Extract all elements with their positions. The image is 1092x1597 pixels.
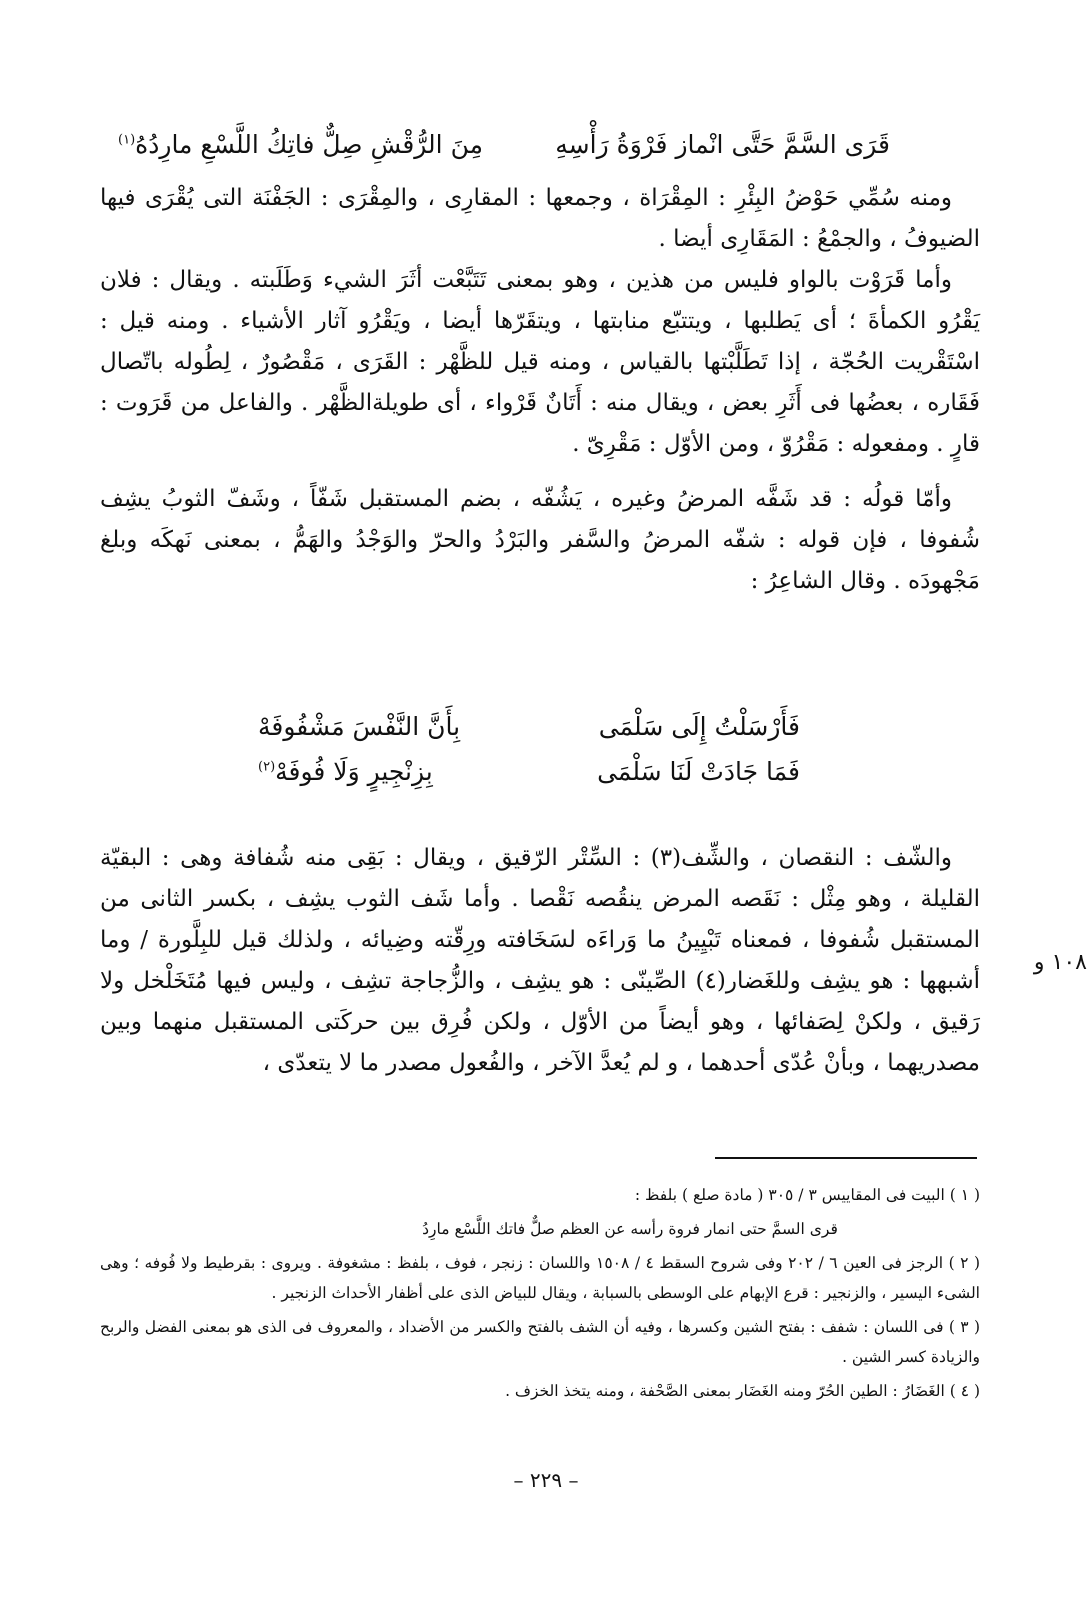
paragraph-shaff: والشّف : النقصان ، والشِّف(٣) : السِّتْر الرّقيق ، ويقال : بَقِى منه شُفافة وهى : البقيّة القليلة ، وهو مِثْل : نَقَصه المرض ينقُصه نَقْصا . وأما شَف الثوب يشِف ، بكسر الثانى من المستقبل شُفوفا ، فمعناه تَبْيِينُ ما وَراءَه لسَخَافته ورِقّته وضِيائه ، ولذلك قيل للبِلَّورة / وما أشبهها : هو يشِف وللغَضار(٤) الصِّينّى : هو يشِف ، والزُّجاجة تشِف ، وليس فيها مُتَخَلْخل ولا رَقيق ، ولكنْ لِصَفائها ، وهو أيضاً من الأوّل ، ولكن فُرِق بين حركَتى المستقبل منهما وبين مصدريهما ، وبأنْ عُدّى أحدهما ، و لم يُعدَّ الآخر ، والفُعول مصدر ما لا يتعدّى ، [100, 845, 981, 1076]
paragraph-miqrat: ومنه سُمِّي حَوْضُ البِئْرِ : المِقْرَاة ، وجمعها : المقارِى ، والمِقْرَى : الجَفْنَة التى يُقْرَى فيها الضيوفُ ، والجمْعُ : المَقَارِى أيضا . [100, 185, 980, 252]
footnote-marker-1: (١) [118, 132, 136, 148]
couplet-line-2-second-text: بِزِنْجِيرٍ وَلَا فُوفَهْ [275, 757, 433, 786]
poem-couplet [240, 712, 800, 802]
verse-hemistich-1: قَرَى السَّمَّ حَتَّى انْماز فَرْوَةُ رَأْسِهِ [555, 130, 890, 159]
footnote-2: ( ٢ ) الرجز فى العين ٦ / ٢٠٢ وفى شروح السقط ٤ / ١٥٠٨ واللسان : زنجر ، فوف ، بلفظ : مشغوفة . ويروى : بقرطيط ولا فُوفه ؛ وهى الشىء اليسير ، والزنجير : قرع الإبهام على الوسطى بالسبابة ، ويقال للبياض الذى على أظفار الأحداث الزنجير . [100, 1254, 981, 1302]
couplet-line-2-first: فَمَا جَادَتْ لَنَا سَلْمَى [597, 757, 800, 786]
couplet-line-1-second: بِأَنَّ النَّفْسَ مَشْفُوفَهْ [258, 712, 461, 741]
couplet-line-2-second [258, 757, 433, 786]
verse-hemistich-2-text: مِنَ الرُّقْشِ صِلٌّ فاتِكُ اللَّسْعِ مارِدُهُ [135, 130, 483, 159]
manuscript-folio-margin-note: ١٠٨ و [1033, 950, 1087, 975]
couplet-line-1 [240, 712, 800, 757]
couplet-line-1-first: فَأَرْسَلْتُ إِلَى سَلْمَى [598, 712, 800, 741]
paragraph-shaffa: وأمّا قولُه : قد شَفَّه المرضُ وغيره ، يَشُفّه ، بضم المستقبل شَفّاً ، وشَفّ الثوبُ يشِف شُفوفا ، فإن قوله : شفّه المرضُ والسَّفر والبَرْدُ والحرّ والوَجْدُ والهَمُّ ، بمعنى نَهكَه وبلغ مَجْهودَه . وقال الشاعِرُ : [100, 486, 980, 594]
footnote-1-verse: قرى السمَّ حتى انمار فروة رأسه عن العظم صلٌّ فاتك اللَّسْع مارِدُ [422, 1220, 838, 1238]
body-text-upper [100, 178, 980, 602]
footnote-divider [715, 1157, 977, 1159]
paragraph-qarawt: وأما قَرَوْت بالواو فليس من هذين ، وهو بمعنى تَتَبَّعْت أثَرَ الشيء وَطَلَبته . ويقال : فلان يَقْرُو الكمأةَ ؛ أى يَطلبها ، ويتتبّع منابتها ، ويتقَرّها أيضا ، ويَقْرُو آثار الأشياء . ومنه قيل : اسْتَقْريت الحُجّة ، إذا تَطَلَّبْتها بالقياس ، ومنه قيل للظَّهْر : القَرَى ، مَقْصُورٌ ، لِطُوله باتّصال فَقَاره ، بعضُها فى أَثَرِ بعض ، ويقال منه : أَتَانٌ قَرْواء ، أى طويلةالظَّهْر . والفاعل من قَرَوت : قارٍ . ومفعوله : مَقْرُوّ ، ومن الأوّل : مَقْرِىّ . [100, 267, 980, 457]
footnote-4: ( ٤ ) الغَضَارُ : الطين الحُرّ ومنه الغَضَار بمعنى الصَّحْفة ، ومنه يتخذ الخزف . [505, 1382, 980, 1400]
footnote-1: ( ١ ) البيت فى المقاييس ٣ / ٣٠٥ ( مادة صلع ) بلفظ : [634, 1186, 980, 1204]
footnotes [100, 1180, 980, 1410]
footnote-marker-2: (٢) [258, 759, 276, 775]
couplet-line-2 [240, 757, 800, 802]
verse-hemistich-2 [118, 130, 483, 159]
footnote-3: ( ٣ ) فى اللسان : شفف : بفتح الشين وكسرها ، وفيه أن الشف بالفتح والكسر من الأضداد ، والمعروف فى الذى هو بمعنى الفضل والربح والزيادة كسر الشين . [100, 1318, 980, 1366]
body-text-lower [100, 838, 980, 1084]
page-number: – ٢٢٩ – [513, 1468, 579, 1492]
